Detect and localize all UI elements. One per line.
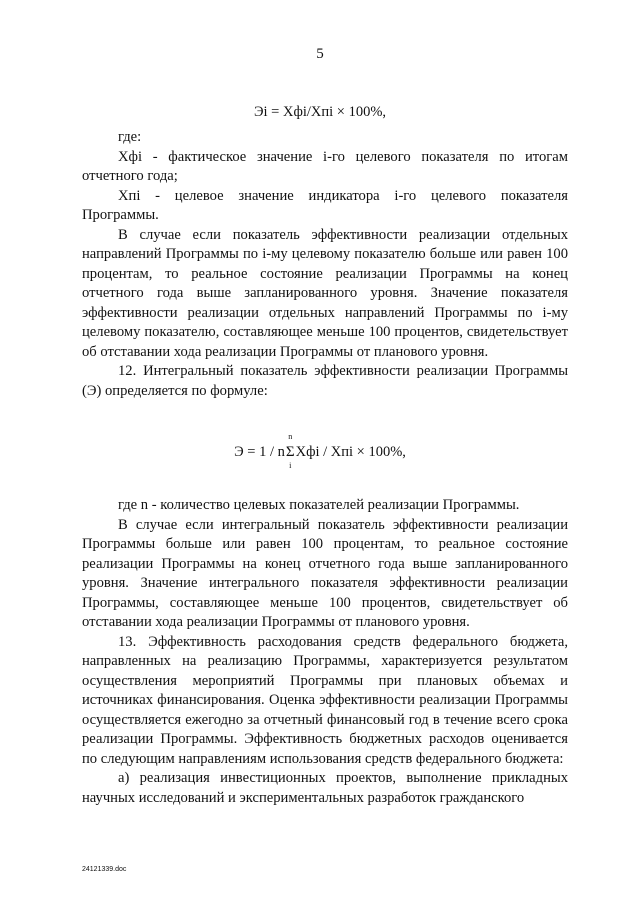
paragraph: а) реализация инвестиционных проектов, выполнение прикладных научных исследований и экспериментальных разработок гражданского xyxy=(82,770,568,806)
sigma-symbol xyxy=(285,432,296,470)
paragraph: 12. Интегральный показатель эффективности реализации Программы (Э) определяется по формуле: xyxy=(82,363,568,399)
sigma-glyph: Σ xyxy=(285,444,295,460)
sigma-lower-limit: i xyxy=(289,461,292,470)
formula-right: Хфi / Хпi × 100%, xyxy=(295,444,406,460)
text-block-2 xyxy=(82,496,568,808)
paragraph: где: xyxy=(118,129,142,145)
text-block-1 xyxy=(82,128,568,401)
formula-efficiency: Эi = Хфi/Хпi × 100%, xyxy=(253,104,387,120)
paragraph: В случае если интегральный показатель эффективности реализации Программы больше или равен 100 процентам, то реальное состояние реализации Программы на конец отчетного года выше запланированного уровня. Значение интегрального показателя эффективности реализации Программы, составляющее меньше 100 процентов, свидетельствует об отставании хода реализации Программы от планового уровня. xyxy=(82,516,568,630)
footer-filename: 24121339.doc xyxy=(82,866,127,873)
formula-left: Э = 1 / n xyxy=(234,444,285,460)
paragraph: В случае если показатель эффективности реализации отдельных направлений Программы по i-му целевому показателю больше или равен 100 процентам, то реальное состояние реализации Программы на конец отчетного года выше запланированного уровня. Значение показателя эффективности реализации отдельных направлений Программы по i-му целевому показателю, составляющее меньше 100 процентов, свидетельствует об отставании хода реализации Программы от планового уровня. xyxy=(82,226,568,360)
paragraph: где n - количество целевых показателей реализации Программы. xyxy=(118,497,520,513)
page-number: 5 xyxy=(316,46,324,62)
paragraph: 13. Эффективность расходования средств федерального бюджета, направленных на реализацию Программы, характеризуется результатом осуществления мероприятий Программы при плановых объемах и источниках финансирования. Оценка эффективности реализации Программы осуществляется ежегодно за отчетный финансовый год в течение всего срока реализации Программы. Эффективность бюджетных расходов оценивается по следующим направлениям использования средств федерального бюджета: xyxy=(82,633,568,767)
paragraph: Хпi - целевое значение индикатора i-го целевого показателя Программы. xyxy=(82,187,568,223)
paragraph: Хфi - фактическое значение i-го целевого показателя по итогам отчетного года; xyxy=(82,148,568,184)
sigma-upper-limit: n xyxy=(288,432,293,441)
formula-integral xyxy=(0,432,640,470)
